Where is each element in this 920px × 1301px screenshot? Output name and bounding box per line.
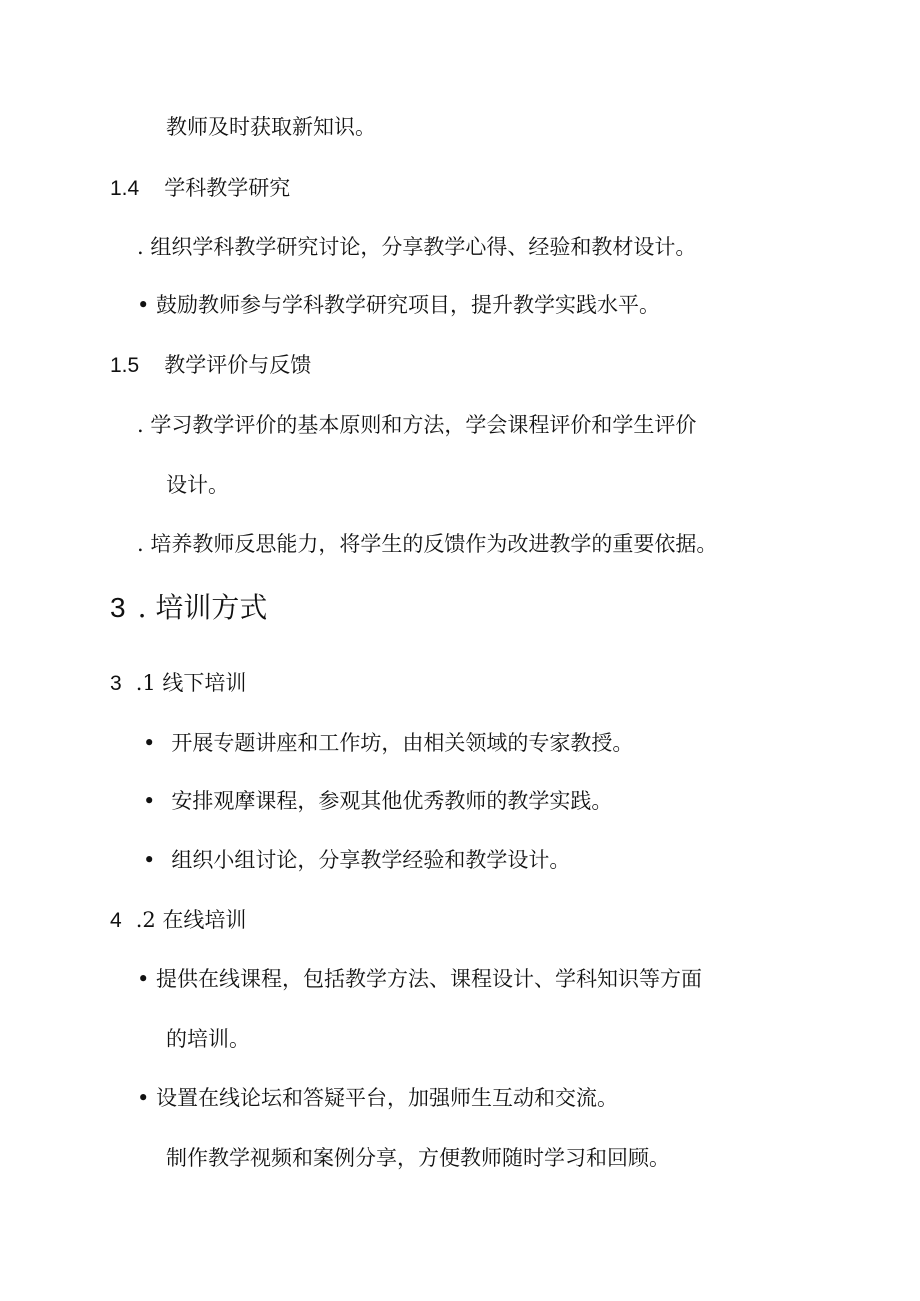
section-title: . 培训方式	[137, 591, 268, 624]
text-line: • 鼓励教师参与学科教学研究项目，提升教学实践水平。	[137, 293, 661, 317]
section-heading-1-5	[110, 350, 311, 381]
section-number: 3	[110, 592, 126, 623]
bullet-text: 组织小组讨论，分享教学经验和教学设计。	[171, 848, 571, 872]
section-title: .2 在线培训	[135, 908, 247, 932]
section-number: 1.4	[110, 177, 140, 200]
section-number: 1.5	[110, 354, 140, 377]
section-title: 学科教学研究	[164, 176, 291, 200]
text-line: 的培训。	[166, 1027, 250, 1051]
bullet-text: 开展专题讲座和工作坊，由相关领域的专家教授。	[171, 731, 634, 755]
section-heading-4-2	[110, 905, 246, 936]
section-heading-1-4	[110, 173, 290, 204]
section-heading-3-1	[110, 668, 246, 699]
text-line: • 提供在线课程，包括教学方法、课程设计、学科知识等方面	[137, 967, 703, 991]
bullet-item	[143, 786, 612, 816]
text-line: . 学习教学评价的基本原则和方法，学会课程评价和学生评价	[137, 413, 697, 437]
bullet: •	[143, 848, 156, 872]
chapter-heading-3	[110, 590, 267, 626]
text-line: 教师及时获取新知识。	[166, 115, 376, 139]
bullet: •	[143, 731, 156, 755]
bullet-item	[143, 728, 633, 758]
section-title: 教学评价与反馈	[164, 353, 312, 377]
bullet-text: 安排观摩课程，参观其他优秀教师的教学实践。	[171, 789, 613, 813]
section-title: .1 线下培训	[135, 671, 247, 695]
text-line: 设计。	[166, 473, 229, 497]
bullet-item	[143, 845, 570, 875]
section-number: 3	[110, 672, 122, 695]
text-line: . 培养教师反思能力，将学生的反馈作为改进教学的重要依据。	[137, 532, 718, 556]
section-number: 4	[110, 909, 122, 932]
bullet: •	[143, 789, 156, 813]
text-line: 制作教学视频和案例分享，方便教师随时学习和回顾。	[166, 1146, 670, 1170]
text-line: • 设置在线论坛和答疑平台，加强师生互动和交流。	[137, 1086, 619, 1110]
text-line: . 组织学科教学研究讨论，分享教学心得、经验和教材设计。	[137, 235, 697, 259]
